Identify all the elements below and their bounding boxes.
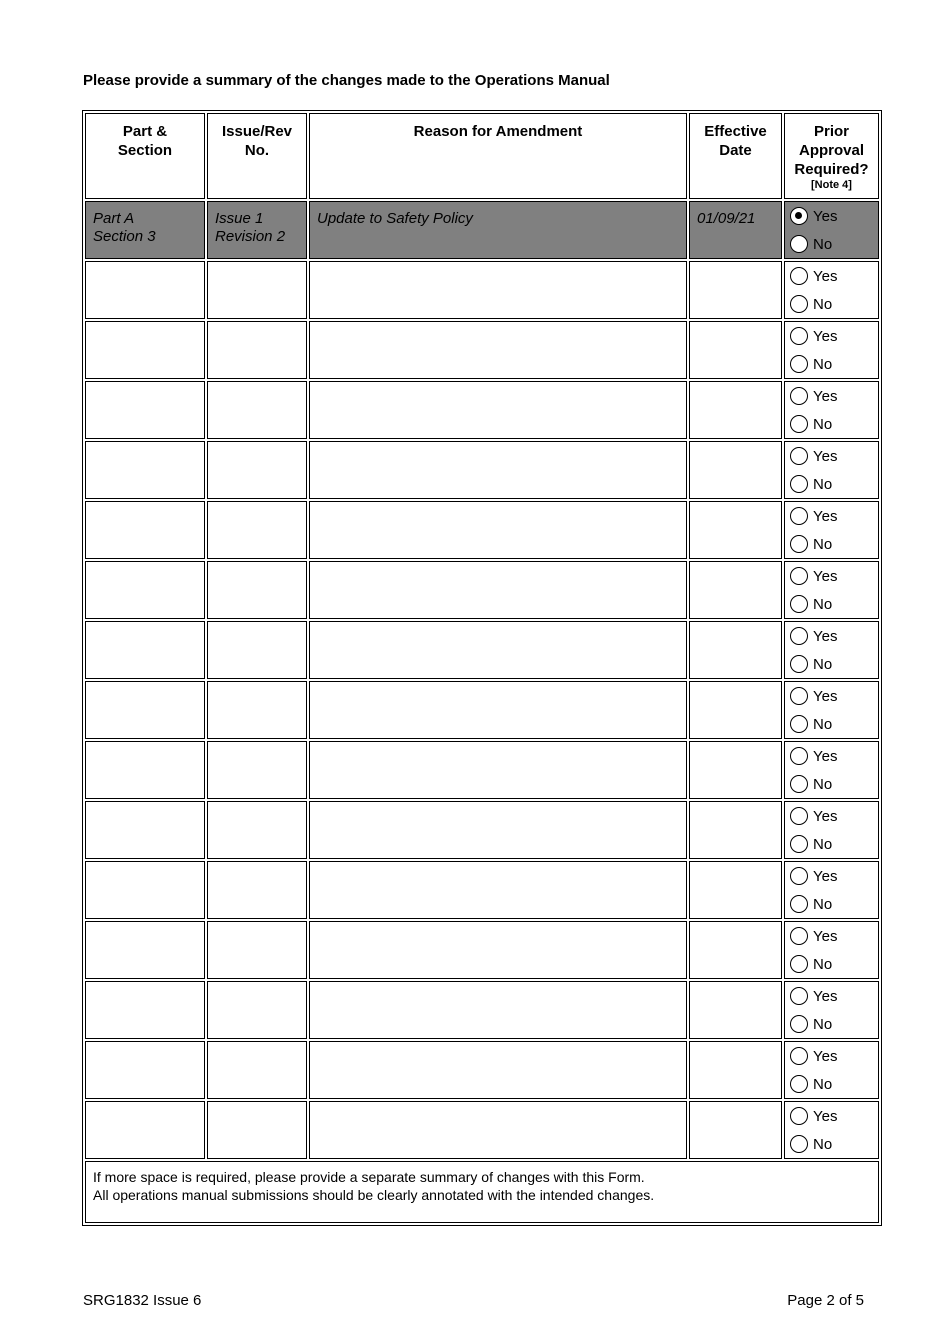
part-section-cell[interactable] bbox=[85, 681, 205, 739]
radio-yes-icon[interactable] bbox=[790, 327, 808, 345]
approval-yes-option[interactable]: Yes bbox=[785, 862, 878, 890]
approval-yes-option[interactable]: Yes bbox=[785, 682, 878, 710]
effective-date-cell[interactable] bbox=[689, 681, 782, 739]
approval-no-option[interactable]: No bbox=[785, 770, 878, 798]
radio-yes-icon[interactable] bbox=[790, 1107, 808, 1125]
radio-no-icon[interactable] bbox=[790, 235, 808, 253]
effective-date-cell[interactable] bbox=[689, 861, 782, 919]
page-number: Page 2 of 5 bbox=[787, 1292, 864, 1309]
reason-cell[interactable] bbox=[309, 1041, 687, 1099]
table-row bbox=[85, 321, 879, 379]
prior-approval-cell bbox=[784, 261, 879, 319]
approval-no-option[interactable]: No bbox=[785, 1070, 878, 1098]
table-row bbox=[85, 441, 879, 499]
radio-yes-icon[interactable] bbox=[790, 567, 808, 585]
part-section-cell[interactable] bbox=[85, 261, 205, 319]
form-id: SRG1832 Issue 6 bbox=[83, 1292, 202, 1309]
approval-yes-option[interactable]: Yes bbox=[785, 502, 878, 530]
approval-no-option[interactable]: No bbox=[785, 470, 878, 498]
radio-no-icon[interactable] bbox=[790, 1015, 808, 1033]
prior-approval-cell bbox=[784, 741, 879, 799]
radio-no-icon[interactable] bbox=[790, 655, 808, 673]
part-section-cell[interactable] bbox=[85, 1101, 205, 1159]
table-row bbox=[85, 1101, 879, 1159]
prior-approval-cell bbox=[784, 561, 879, 619]
radio-no-icon[interactable] bbox=[790, 895, 808, 913]
issue-rev-cell[interactable] bbox=[207, 1041, 307, 1099]
amendments-table bbox=[82, 110, 882, 1226]
issue-rev-cell[interactable] bbox=[207, 321, 307, 379]
prior-approval-cell bbox=[784, 861, 879, 919]
approval-yes-option[interactable]: Yes bbox=[785, 202, 878, 230]
approval-no-option[interactable]: No bbox=[785, 290, 878, 318]
approval-yes-option[interactable]: Yes bbox=[785, 322, 878, 350]
reason-cell[interactable] bbox=[309, 321, 687, 379]
part-section-cell[interactable] bbox=[85, 981, 205, 1039]
radio-yes-icon[interactable] bbox=[790, 687, 808, 705]
approval-no-option[interactable]: No bbox=[785, 1130, 878, 1158]
radio-no-icon[interactable] bbox=[790, 475, 808, 493]
radio-no-icon[interactable] bbox=[790, 535, 808, 553]
issue-rev-cell[interactable] bbox=[207, 1101, 307, 1159]
reason-cell[interactable] bbox=[309, 501, 687, 559]
issue-rev-cell[interactable]: Issue 1 Revision 2 bbox=[207, 201, 307, 259]
radio-no-icon[interactable] bbox=[790, 835, 808, 853]
approval-no-option[interactable]: No bbox=[785, 890, 878, 918]
radio-no-icon[interactable] bbox=[790, 775, 808, 793]
approval-no-option[interactable]: No bbox=[785, 530, 878, 558]
effective-date-cell[interactable] bbox=[689, 1101, 782, 1159]
reason-cell[interactable] bbox=[309, 381, 687, 439]
radio-yes-icon[interactable] bbox=[790, 507, 808, 525]
effective-date-cell[interactable] bbox=[689, 261, 782, 319]
radio-no-icon[interactable] bbox=[790, 415, 808, 433]
part-section-cell[interactable] bbox=[85, 321, 205, 379]
reason-cell[interactable] bbox=[309, 681, 687, 739]
approval-yes-option[interactable]: Yes bbox=[785, 1102, 878, 1130]
approval-no-option[interactable]: No bbox=[785, 1010, 878, 1038]
radio-yes-icon[interactable] bbox=[790, 447, 808, 465]
issue-rev-cell[interactable] bbox=[207, 681, 307, 739]
reason-cell[interactable] bbox=[309, 981, 687, 1039]
approval-yes-option[interactable]: Yes bbox=[785, 922, 878, 950]
radio-yes-icon[interactable] bbox=[790, 1047, 808, 1065]
approval-yes-option[interactable]: Yes bbox=[785, 1042, 878, 1070]
approval-no-option[interactable]: No bbox=[785, 350, 878, 378]
approval-yes-option[interactable]: Yes bbox=[785, 562, 878, 590]
issue-rev-cell[interactable] bbox=[207, 921, 307, 979]
approval-yes-option[interactable]: Yes bbox=[785, 982, 878, 1010]
part-section-cell[interactable]: Part A Section 3 bbox=[85, 201, 205, 259]
approval-yes-option[interactable]: Yes bbox=[785, 802, 878, 830]
table-row bbox=[85, 921, 879, 979]
prior-approval-cell bbox=[784, 801, 879, 859]
prior-approval-cell bbox=[784, 981, 879, 1039]
radio-yes-icon[interactable] bbox=[790, 207, 808, 225]
part-section-cell[interactable] bbox=[85, 381, 205, 439]
header-reason: Reason for Amendment bbox=[309, 113, 687, 199]
part-section-cell[interactable] bbox=[85, 1041, 205, 1099]
reason-cell[interactable] bbox=[309, 561, 687, 619]
header-effective-date: Effective Date bbox=[689, 113, 782, 199]
table-row bbox=[85, 801, 879, 859]
radio-no-icon[interactable] bbox=[790, 355, 808, 373]
effective-date-cell[interactable]: 01/09/21 bbox=[689, 201, 782, 259]
approval-no-option[interactable]: No bbox=[785, 710, 878, 738]
part-section-cell[interactable] bbox=[85, 441, 205, 499]
radio-yes-icon[interactable] bbox=[790, 807, 808, 825]
radio-no-icon[interactable] bbox=[790, 295, 808, 313]
radio-no-icon[interactable] bbox=[790, 715, 808, 733]
approval-yes-option[interactable]: Yes bbox=[785, 742, 878, 770]
radio-yes-icon[interactable] bbox=[790, 627, 808, 645]
effective-date-cell[interactable] bbox=[689, 1041, 782, 1099]
header-part-section: Part & Section bbox=[85, 113, 205, 199]
reason-cell[interactable] bbox=[309, 441, 687, 499]
part-section-cell[interactable] bbox=[85, 621, 205, 679]
prior-approval-cell bbox=[784, 441, 879, 499]
table-row bbox=[85, 501, 879, 559]
table-header-row bbox=[85, 113, 879, 199]
part-section-cell[interactable] bbox=[85, 861, 205, 919]
effective-date-cell[interactable] bbox=[689, 801, 782, 859]
approval-no-option[interactable]: No bbox=[785, 230, 878, 258]
issue-rev-cell[interactable] bbox=[207, 261, 307, 319]
effective-date-cell[interactable] bbox=[689, 561, 782, 619]
table-row bbox=[85, 1041, 879, 1099]
radio-yes-icon[interactable] bbox=[790, 867, 808, 885]
radio-yes-icon[interactable] bbox=[790, 747, 808, 765]
issue-rev-cell[interactable] bbox=[207, 621, 307, 679]
table-row bbox=[85, 261, 879, 319]
table-row bbox=[85, 861, 879, 919]
radio-no-icon[interactable] bbox=[790, 1075, 808, 1093]
radio-no-icon[interactable] bbox=[790, 955, 808, 973]
effective-date-cell[interactable] bbox=[689, 321, 782, 379]
effective-date-cell[interactable] bbox=[689, 381, 782, 439]
table-row bbox=[85, 621, 879, 679]
table-row bbox=[85, 381, 879, 439]
prior-approval-cell bbox=[784, 681, 879, 739]
reason-cell[interactable] bbox=[309, 861, 687, 919]
radio-no-icon[interactable] bbox=[790, 1135, 808, 1153]
approval-yes-option[interactable]: Yes bbox=[785, 262, 878, 290]
prior-approval-cell bbox=[784, 201, 879, 259]
part-section-cell[interactable] bbox=[85, 561, 205, 619]
part-section-cell[interactable] bbox=[85, 501, 205, 559]
approval-no-option[interactable]: No bbox=[785, 590, 878, 618]
effective-date-cell[interactable] bbox=[689, 501, 782, 559]
approval-no-option[interactable]: No bbox=[785, 830, 878, 858]
radio-no-icon[interactable] bbox=[790, 595, 808, 613]
effective-date-cell[interactable] bbox=[689, 741, 782, 799]
header-issue-rev: Issue/Rev No. bbox=[207, 113, 307, 199]
prior-approval-cell bbox=[784, 501, 879, 559]
approval-yes-option[interactable]: Yes bbox=[785, 382, 878, 410]
approval-yes-option[interactable]: Yes bbox=[785, 442, 878, 470]
effective-date-cell[interactable] bbox=[689, 621, 782, 679]
effective-date-cell[interactable] bbox=[689, 981, 782, 1039]
table-row bbox=[85, 981, 879, 1039]
approval-no-option[interactable]: No bbox=[785, 650, 878, 678]
issue-rev-cell[interactable] bbox=[207, 801, 307, 859]
issue-rev-cell[interactable] bbox=[207, 501, 307, 559]
effective-date-cell[interactable] bbox=[689, 441, 782, 499]
issue-rev-cell[interactable] bbox=[207, 561, 307, 619]
reason-cell[interactable] bbox=[309, 741, 687, 799]
prior-approval-cell bbox=[784, 381, 879, 439]
reason-cell[interactable] bbox=[309, 921, 687, 979]
part-section-cell[interactable] bbox=[85, 741, 205, 799]
table-row bbox=[85, 681, 879, 739]
radio-yes-icon[interactable] bbox=[790, 267, 808, 285]
reason-cell[interactable] bbox=[309, 1101, 687, 1159]
reason-cell[interactable] bbox=[309, 801, 687, 859]
table-row bbox=[85, 741, 879, 799]
table-row bbox=[85, 201, 879, 259]
issue-rev-cell[interactable] bbox=[207, 741, 307, 799]
footnote: If more space is required, please provide a separate summary of changes with this Form. All operations manual submissions should be clearly annotated with the intended changes. bbox=[85, 1161, 879, 1223]
issue-rev-cell[interactable] bbox=[207, 381, 307, 439]
issue-rev-cell[interactable] bbox=[207, 981, 307, 1039]
part-section-cell[interactable] bbox=[85, 801, 205, 859]
prior-approval-cell bbox=[784, 1041, 879, 1099]
prior-approval-cell bbox=[784, 621, 879, 679]
approval-yes-option[interactable]: Yes bbox=[785, 622, 878, 650]
prior-approval-cell bbox=[784, 921, 879, 979]
reason-cell[interactable] bbox=[309, 621, 687, 679]
radio-yes-icon[interactable] bbox=[790, 987, 808, 1005]
part-section-cell[interactable] bbox=[85, 921, 205, 979]
table-row bbox=[85, 561, 879, 619]
issue-rev-cell[interactable] bbox=[207, 861, 307, 919]
form-intro-heading: Please provide a summary of the changes made to the Operations Manual bbox=[83, 72, 610, 89]
prior-approval-cell bbox=[784, 321, 879, 379]
effective-date-cell[interactable] bbox=[689, 921, 782, 979]
reason-cell[interactable]: Update to Safety Policy bbox=[309, 201, 687, 259]
prior-approval-cell bbox=[784, 1101, 879, 1159]
approval-no-option[interactable]: No bbox=[785, 950, 878, 978]
radio-yes-icon[interactable] bbox=[790, 927, 808, 945]
issue-rev-cell[interactable] bbox=[207, 441, 307, 499]
approval-no-option[interactable]: No bbox=[785, 410, 878, 438]
radio-yes-icon[interactable] bbox=[790, 387, 808, 405]
reason-cell[interactable] bbox=[309, 261, 687, 319]
header-prior-approval: Prior Approval Required? [Note 4] bbox=[784, 113, 879, 199]
